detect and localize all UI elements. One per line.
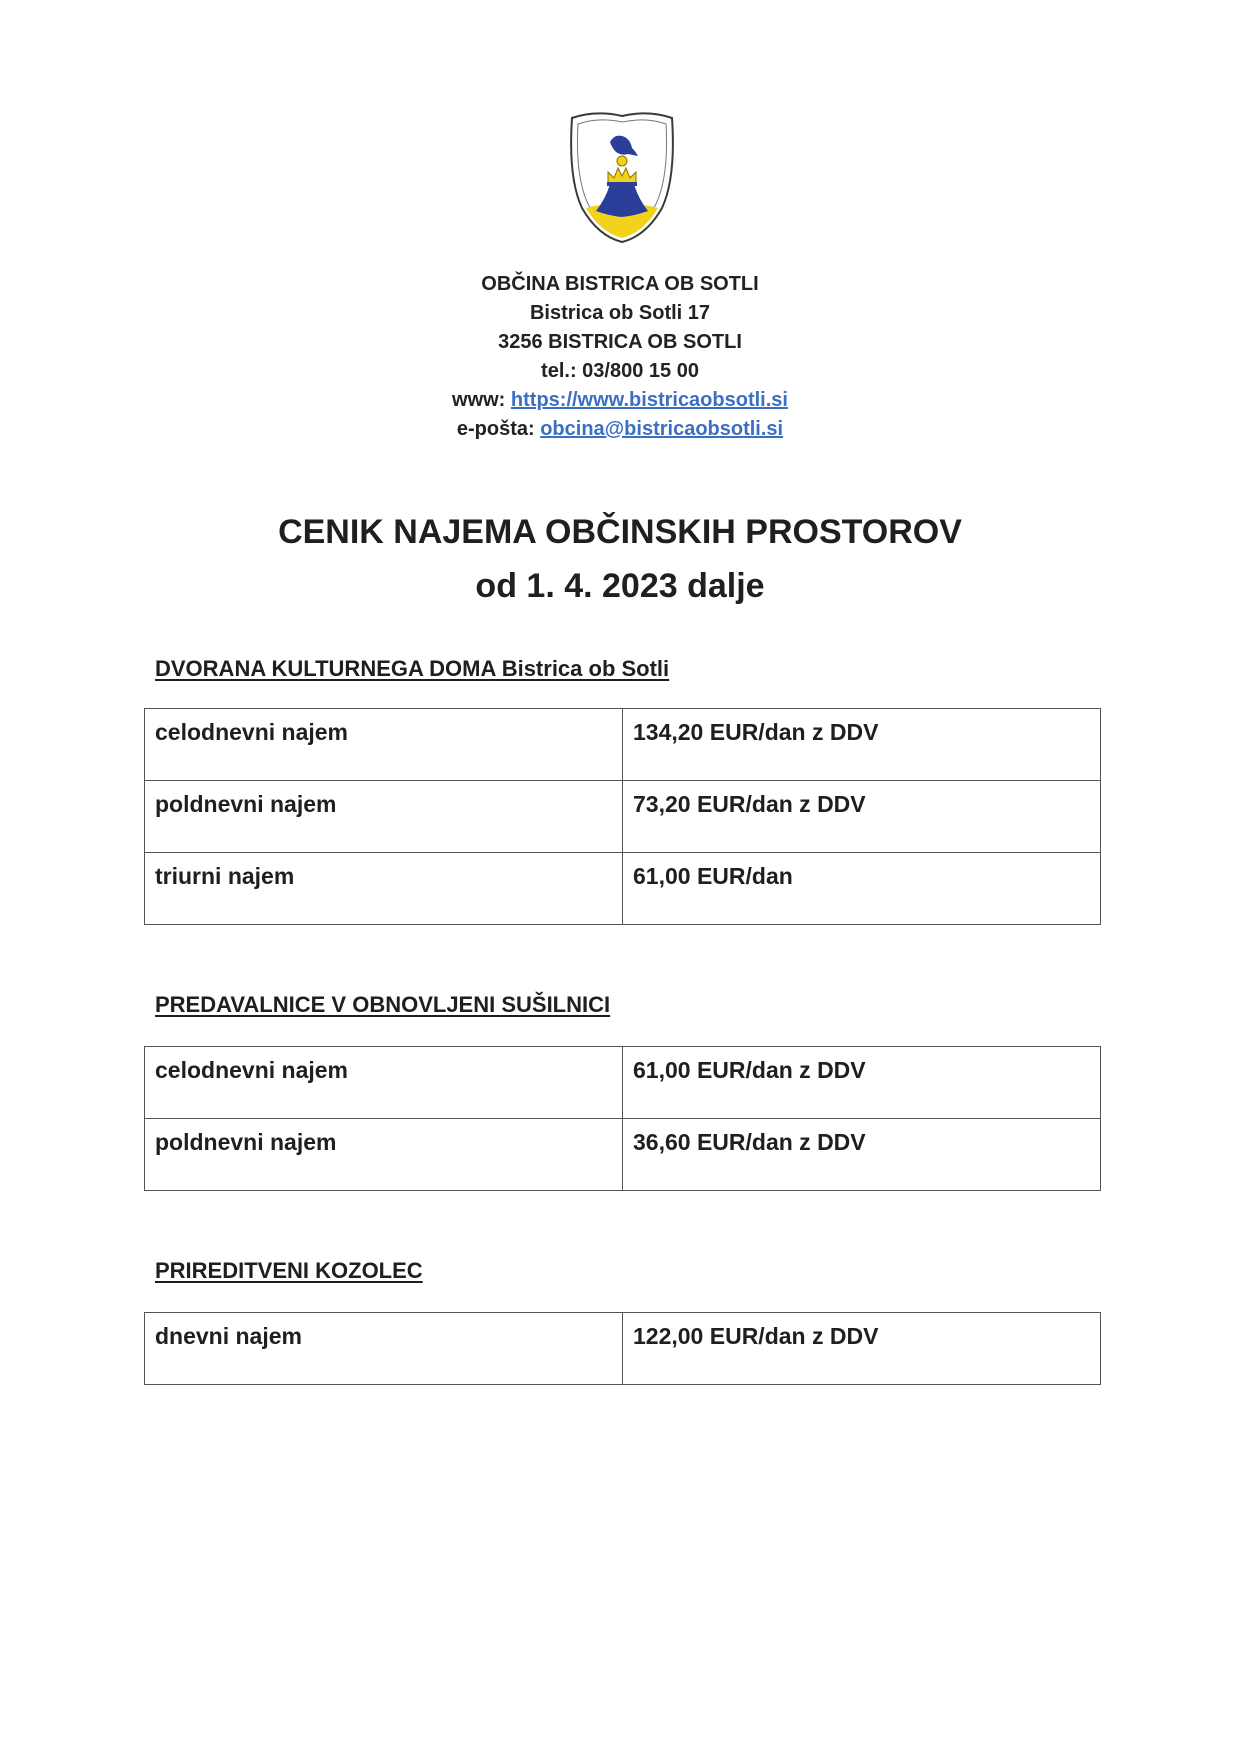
table-row <box>145 1047 1101 1119</box>
rental-type-cell: celodnevni najem <box>145 709 623 781</box>
section-heading-text: PREDAVALNICE V OBNOVLJENI SUŠILNICI <box>155 992 611 1017</box>
web-label: www: <box>452 389 511 411</box>
price-cell: 61,00 EUR/dan z DDV <box>623 1047 1101 1119</box>
section-heading-suffix: Bistrica ob Sotli <box>495 656 670 681</box>
title-line-1: CENIK NAJEMA OBČINSKIH PROSTOROV <box>278 513 962 551</box>
coat-of-arms-icon <box>566 108 678 246</box>
email-label: e-pošta: <box>456 418 541 440</box>
price-table-lecture-rooms <box>144 1046 1101 1191</box>
org-web-line <box>320 386 920 415</box>
rental-type-cell: dnevni najem <box>145 1313 623 1385</box>
table-row <box>145 781 1101 853</box>
letterhead <box>320 270 920 444</box>
email-link[interactable]: obcina@bistricaobsotli.si <box>540 418 784 440</box>
rental-type-cell: triurni najem <box>145 853 623 925</box>
section-heading-lecture-rooms <box>155 992 610 1018</box>
price-cell: 61,00 EUR/dan <box>623 853 1101 925</box>
org-email-line <box>320 415 920 444</box>
price-cell: 36,60 EUR/dan z DDV <box>623 1119 1101 1191</box>
section-heading-hall <box>155 656 669 682</box>
price-table-hayrack <box>144 1312 1101 1385</box>
org-postal: 3256 BISTRICA OB SOTLI <box>498 331 742 353</box>
section-heading-text: PRIREDITVENI KOZOLEC <box>155 1258 423 1283</box>
section-heading-hayrack <box>155 1258 423 1284</box>
rental-type-cell: poldnevni najem <box>145 1119 623 1191</box>
web-link[interactable]: https://www.bistricaobsotli.si <box>510 389 788 411</box>
price-cell: 73,20 EUR/dan z DDV <box>623 781 1101 853</box>
org-street: Bistrica ob Sotli 17 <box>529 302 711 324</box>
rental-type-cell: poldnevni najem <box>145 781 623 853</box>
price-cell: 134,20 EUR/dan z DDV <box>623 709 1101 781</box>
section-heading-text: DVORANA KULTURNEGA DOMA <box>155 656 496 681</box>
table-row <box>145 1119 1101 1191</box>
org-name: OBČINA BISTRICA OB SOTLI <box>481 273 759 295</box>
table-row <box>145 1313 1101 1385</box>
rental-type-cell: celodnevni najem <box>145 1047 623 1119</box>
org-phone: tel.: 03/800 15 00 <box>541 360 699 382</box>
price-cell: 122,00 EUR/dan z DDV <box>623 1313 1101 1385</box>
document-title <box>160 505 1080 613</box>
title-line-2: od 1. 4. 2023 dalje <box>475 567 765 605</box>
table-row <box>145 709 1101 781</box>
price-table-hall <box>144 708 1101 925</box>
table-row <box>145 853 1101 925</box>
